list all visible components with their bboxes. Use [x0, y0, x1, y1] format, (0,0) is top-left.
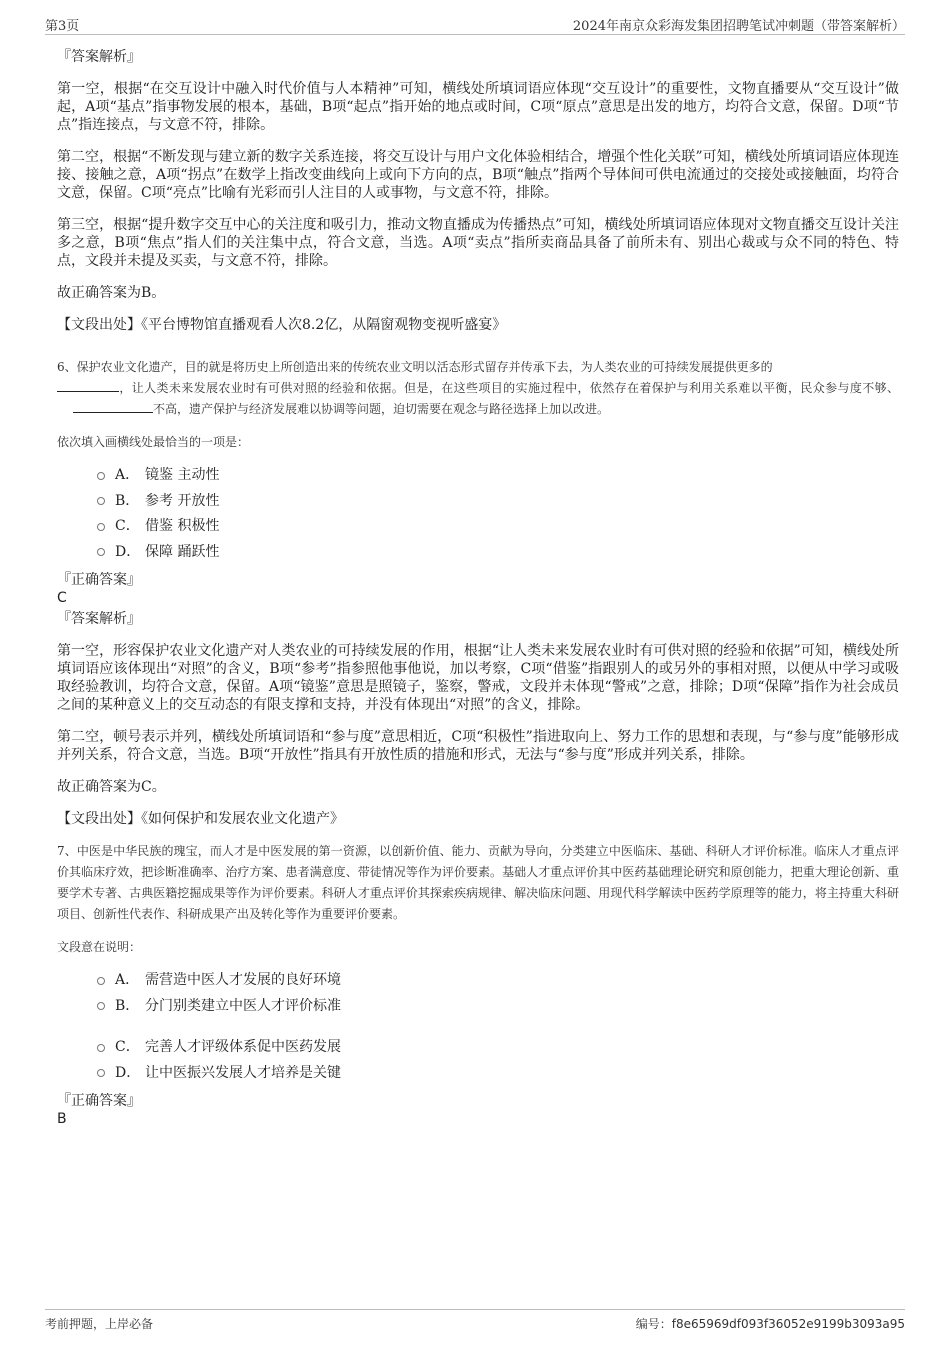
q7-option-a[interactable]: A． 需营造中医人才发展的良好环境 — [97, 968, 899, 994]
radio-icon[interactable] — [97, 1044, 105, 1052]
q7-prompt: 文段意在说明： — [57, 940, 142, 954]
q5-source-label: 【文段出处】 — [57, 317, 141, 333]
q6-question-text — [57, 357, 899, 420]
q6-source — [57, 810, 899, 828]
q5-conclusion: 故正确答案为B。 — [57, 285, 166, 301]
q5-source — [57, 316, 899, 334]
q6-options — [97, 463, 899, 565]
q6-source-title: 《如何保护和发展农业文化遗产》 — [141, 811, 344, 827]
page-number: 第3页 — [45, 19, 80, 34]
q7-question-text: 7、中医是中华民族的瑰宝，而人才是中医发展的第一资源，以创新价值、能力、贡献为导向，分类建立中医临床、基础、科研人才评价标准。临床人才重点评价其临床疗效，把诊断准确率、治疗方案、患者满意度、带徒情况等作为评价要素。基础人才重点评价其中医药基础理论研究和原创能力，把重大理论创新、重要学术专著、古典医籍挖掘成果等作为评价要素。科研人才重点评价其探索疾病规律、解决临床问题、用现代科学解读中医药学原理等的能力，将主持重大科研项目、创新性代表作、科研成果产出及转化等作为重要评价要素。 — [57, 844, 899, 921]
serial-number: f8e65969df093f36052e9199b3093a95 — [671, 1317, 905, 1331]
q6-conclusion: 故正确答案为C。 — [57, 779, 166, 795]
radio-icon[interactable] — [97, 1002, 105, 1010]
page-content — [57, 46, 899, 1128]
q6-option-d[interactable]: D． 保障 踊跃性 — [97, 540, 899, 566]
q6-analysis-para-2: 第二空，顿号表示并列，横线处所填词语和“参与度”意思相近，C项“积极性”指进取向上、努力工作的思想和表现，与“参与度”能够形成并列关系，符合文意，当选。B项“开放性”指具有开放性质的措施和形式，无法与“参与度”形成并列关系，排除。 — [57, 729, 899, 763]
q6-analysis-label: 『答案解析』 — [57, 611, 141, 627]
footer-slogan: 考前押题，上岸必备 — [45, 1317, 154, 1331]
q7-answer: B — [57, 1111, 67, 1127]
radio-icon[interactable] — [97, 1069, 105, 1077]
q5-source-title: 《平台博物馆直播观看人次8.2亿，从隔窗观物变视听盛宴》 — [141, 317, 507, 333]
q6-source-label: 【文段出处】 — [57, 811, 141, 827]
q6-answer: C — [57, 590, 67, 606]
q6-text-part-3: 不高，遗产保护与经济发展难以协调等问题，迫切需要在观念与路径选择上加以改进。 — [153, 402, 610, 416]
serial-label: 编号： — [635, 1317, 672, 1331]
radio-icon[interactable] — [97, 523, 105, 531]
q6-text-part-2: ，让人类未来发展农业时有可供对照的经验和依据。但是，在这些项目的实施过程中，依然存在着保护与利用关系难以平衡，民众参与度不够、 — [119, 381, 899, 395]
q7-answer-label: 『正确答案』 — [57, 1093, 141, 1109]
radio-icon[interactable] — [97, 977, 105, 985]
q5-analysis-label: 『答案解析』 — [57, 49, 141, 65]
q6-answer-label: 『正确答案』 — [57, 572, 141, 588]
q5-analysis-para-2: 第二空，根据“不断发现与建立新的数字关系连接，将交互设计与用户文化体验相结合，增强个性化关联”可知，横线处所填词语应体现连接、接触之意，A项“拐点”在数学上指改变曲线向上或向下方向的点，B项“触点”指两个导体间可供电流通过的交接处或接触面，均符合文意，保留。C项“亮点”比喻有光彩而引人注目的人或事物，与文意不符，排除。 — [57, 149, 899, 201]
radio-icon[interactable] — [97, 472, 105, 480]
document-title: 2024年南京众彩海发集团招聘笔试冲刺题（带答案解析） — [572, 19, 905, 34]
q6-prompt: 依次填入画横线处最恰当的一项是： — [57, 435, 250, 449]
radio-icon[interactable] — [97, 548, 105, 556]
q5-analysis-para-1: 第一空，根据“在交互设计中融入时代价值与人本精神”可知，横线处所填词语应体现“交互设计”的重要性，文物直播要从“交互设计”做起，A项“基点”指事物发展的根本，基础，B项“起点”指开始的地点或时间，C项“原点”意思是出发的地方，均符合文意，保留。D项“节点”指连接点，与文意不符，排除。 — [57, 81, 899, 133]
q7-option-b[interactable]: B． 分门别类建立中医人才评价标准 — [97, 994, 899, 1020]
page-header — [45, 12, 905, 35]
page-footer — [45, 1309, 905, 1340]
document-serial — [636, 1315, 905, 1332]
q5-analysis-para-3: 第三空，根据“提升数字交互中心的关注度和吸引力，推动文物直播成为传播热点”可知，横线处所填词语应体现对文物直播交互设计关注多之意，B项“焦点”指人们的关注集中点，符合文意，当选。A项“卖点”指所卖商品具备了前所未有、别出心裁或与众不同的特色、特点，文段并未提及买卖，与文意不符，排除。 — [57, 217, 899, 269]
q6-option-b[interactable]: B． 参考 开放性 — [97, 489, 899, 515]
q6-text-part-1: 6、保护农业文化遗产，目的就是将历史上所创造出来的传统农业文明以活态形式留存并传承下去，为人类农业的可持续发展提供更多的 — [57, 360, 773, 374]
q6-analysis-para-1: 第一空，形容保护农业文化遗产对人类农业的可持续发展的作用，根据“让人类未来发展农业时有可供对照的经验和依据”可知，横线处所填词语应该体现出“对照”的含义，B项“参考”指参照他事他说，加以考察，C项“借鉴”指跟别人的或另外的事相对照，以便从中学习或吸取经验教训，均符合文意，保留。A项“镜鉴”意思是照镜子，鉴察，警戒，文段并未体现“警戒”之意，排除；D项“保障”指作为社会成员之间的某种意义上的交互动态的有限支撑和支持，并没有体现出“对照”的含义，排除。 — [57, 643, 899, 713]
q7-option-c[interactable]: C． 完善人才评级体系促中医药发展 — [97, 1035, 899, 1061]
q6-option-a[interactable]: A． 镜鉴 主动性 — [97, 463, 899, 489]
q6-blank-1 — [57, 379, 119, 392]
q6-blank-2 — [73, 400, 153, 413]
q7-option-d[interactable]: D． 让中医振兴发展人才培养是关键 — [97, 1061, 899, 1087]
q6-option-c[interactable]: C． 借鉴 积极性 — [97, 514, 899, 540]
radio-icon[interactable] — [97, 497, 105, 505]
q7-options — [97, 968, 899, 1086]
